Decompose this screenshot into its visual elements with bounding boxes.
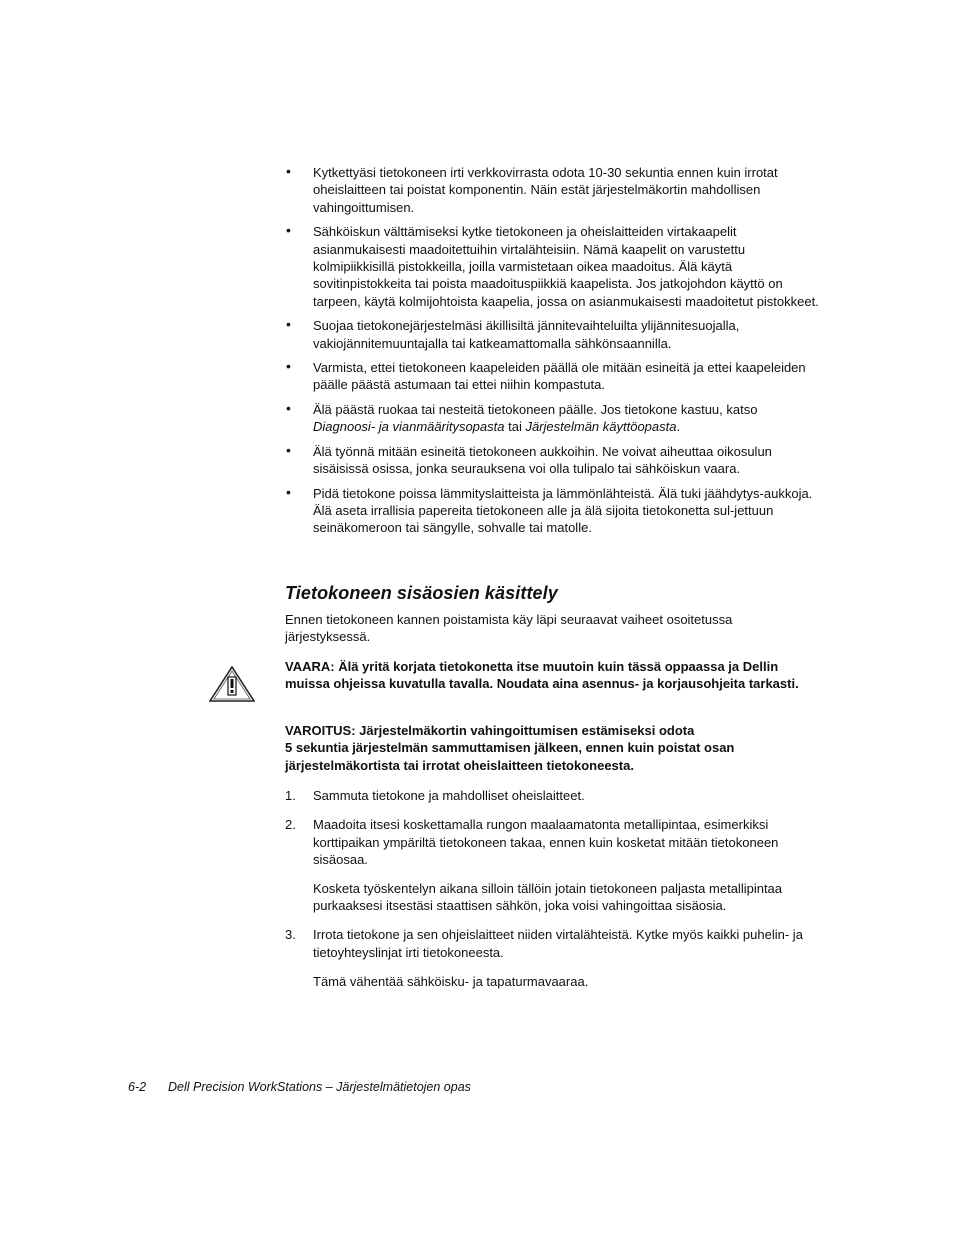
bullet-mark: •	[286, 358, 291, 375]
page-footer	[128, 1080, 471, 1094]
list-item	[285, 359, 820, 394]
bullet-text-part: tai	[504, 419, 526, 435]
list-item	[285, 443, 820, 478]
step-note: Kosketa työskentelyn aikana silloin tällöin jotain tietokoneen paljasta metallipintaa purkaaksesi itsestäsi staattisen sähkön, joka voisi vahingoittaa sisäosia.	[313, 880, 783, 914]
step-text: Sammuta tietokone ja mahdolliset oheislaitteet.	[313, 788, 585, 803]
section-heading: Tietokoneen sisäosien käsittely	[285, 583, 558, 603]
bullet-text: Suojaa tietokonejärjestelmäsi äkillisiltä jännitevaihteluilta ylijännitesuojalla, vakiojännitemuuntajalla tai katkeamattomalla sähkönsaannilla.	[313, 318, 740, 351]
step-note: Tämä vähentää sähköisku- ja tapaturmavaaraa.	[313, 974, 589, 990]
list-item	[285, 223, 820, 310]
document-title: Dell Precision WorkStations – Järjestelmätietojen opas	[168, 1080, 471, 1094]
manual-reference: Järjestelmän käyttöopasta	[525, 419, 677, 435]
bullet-text-part: Älä päästä ruokaa tai nesteitä tietokoneen päälle. Jos tietokone kastuu, katso	[313, 401, 758, 417]
bullet-text: Pidä tietokone poissa lämmityslaitteista ja lämmönlähteistä. Älä tuki jäähdytys-aukkoja. Älä aseta irrallisia papereita tietokoneen alle ja älä sijoita tietokonetta sul-jettuun seinäkomeroon tai sängylle, sohvalle tai matolle.	[313, 485, 813, 536]
bullet-mark: •	[286, 222, 291, 239]
bullet-text	[313, 402, 757, 434]
bullet-text: Älä työnnä mitään esineitä tietokoneen aukkoihin. Ne voivat aiheuttaa oikosulun sisäisissä osissa, jonka seurauksena voi olla tulipalo tai sähköiskun vaara.	[313, 443, 772, 477]
bullet-text: Varmista, ettei tietokoneen kaapeleiden päällä ole mitään esineitä ja ettei kaapeleiden päälle päästä astumaan tai ettei niihin kompastuta.	[313, 360, 806, 393]
bullet-mark: •	[286, 316, 291, 333]
bullet-text-part: .	[676, 419, 681, 435]
section-intro: Ennen tietokoneen kannen poistamista käy läpi seuraavat vaiheet osoitetussa järjestyksessä.	[285, 612, 733, 645]
caution-text: VAARA: Älä yritä korjata tietokonetta itse muutoin kuin tässä oppaassa ja Dellin muissa ohjeissa kuvatulla tavalla. Noudata aina asennus- ja korjausohjeita tarkasti.	[285, 659, 799, 692]
notice-line: VAROITUS: Järjestelmäkortin vahingoittumisen estämiseksi odota	[285, 723, 695, 738]
step-text: Maadoita itsesi koskettamalla rungon maalaamatonta metallipintaa, esimerkiksi korttipaikan ympäriltä tietokoneen takaa, ennen kuin kosketat mitään tietokoneen sisäosaa.	[313, 817, 779, 868]
warning-triangle-icon	[209, 666, 255, 702]
step-item	[285, 816, 820, 914]
page-number: 6-2	[128, 1080, 147, 1094]
bullet-mark: •	[286, 483, 291, 500]
bullet-text: Sähköiskun välttämiseksi kytke tietokoneen ja oheislaitteiden virtakaapelit asianmukaisesti maadoitettuihin virtalähteisiin. Nämä kaapelit on varustettu kolmipiikkisillä pistokkeilla, joilla varmistetaan oikea maadoitus. Älä käytä sovitinpistokkeita tai poista maadoituspiikkiä kaapelista. Jos jatkojohdon käyttö on tarpeen, käytä kolmijohtoista kaapelia, jossa on asianmukaisesti maadoitetut pistokkeet.	[313, 224, 819, 309]
step-text: Irrota tietokone ja sen ohjeislaitteet niiden virtalähteistä. Kytke myös kaikki puhelin- ja tietoyhteyslinjat irti tietokoneesta.	[313, 927, 803, 960]
list-item	[285, 317, 820, 352]
list-item	[285, 164, 820, 216]
bullet-text: Kytkettyäsi tietokoneen irti verkkovirrasta odota 10-30 sekuntia ennen kuin irrotat oheislaitteen tai poistat komponentin. Näin estät järjestelmäkortin mahdollisen vahingoittumisen.	[313, 165, 778, 215]
manual-reference: Diagnoosi- ja vianmääritysopasta	[313, 419, 505, 435]
step-item	[285, 787, 820, 804]
notice-line: 5 sekuntia järjestelmän sammuttamisen jälkeen, ennen kuin poistat osan järjestelmäkortista tai irrotat oheislaitteen tietokoneesta.	[285, 740, 735, 773]
step-item	[285, 926, 820, 990]
bullet-mark: •	[286, 399, 291, 416]
bullet-mark: •	[286, 441, 291, 458]
safety-bullet-list	[285, 164, 820, 544]
step-number: 1.	[285, 788, 296, 803]
procedure-steps	[285, 787, 820, 991]
list-item	[285, 401, 820, 436]
step-number: 2.	[285, 817, 296, 833]
bullet-mark: •	[286, 163, 291, 179]
notice-text	[285, 722, 825, 774]
step-number: 3.	[285, 927, 296, 943]
list-item	[285, 485, 820, 537]
